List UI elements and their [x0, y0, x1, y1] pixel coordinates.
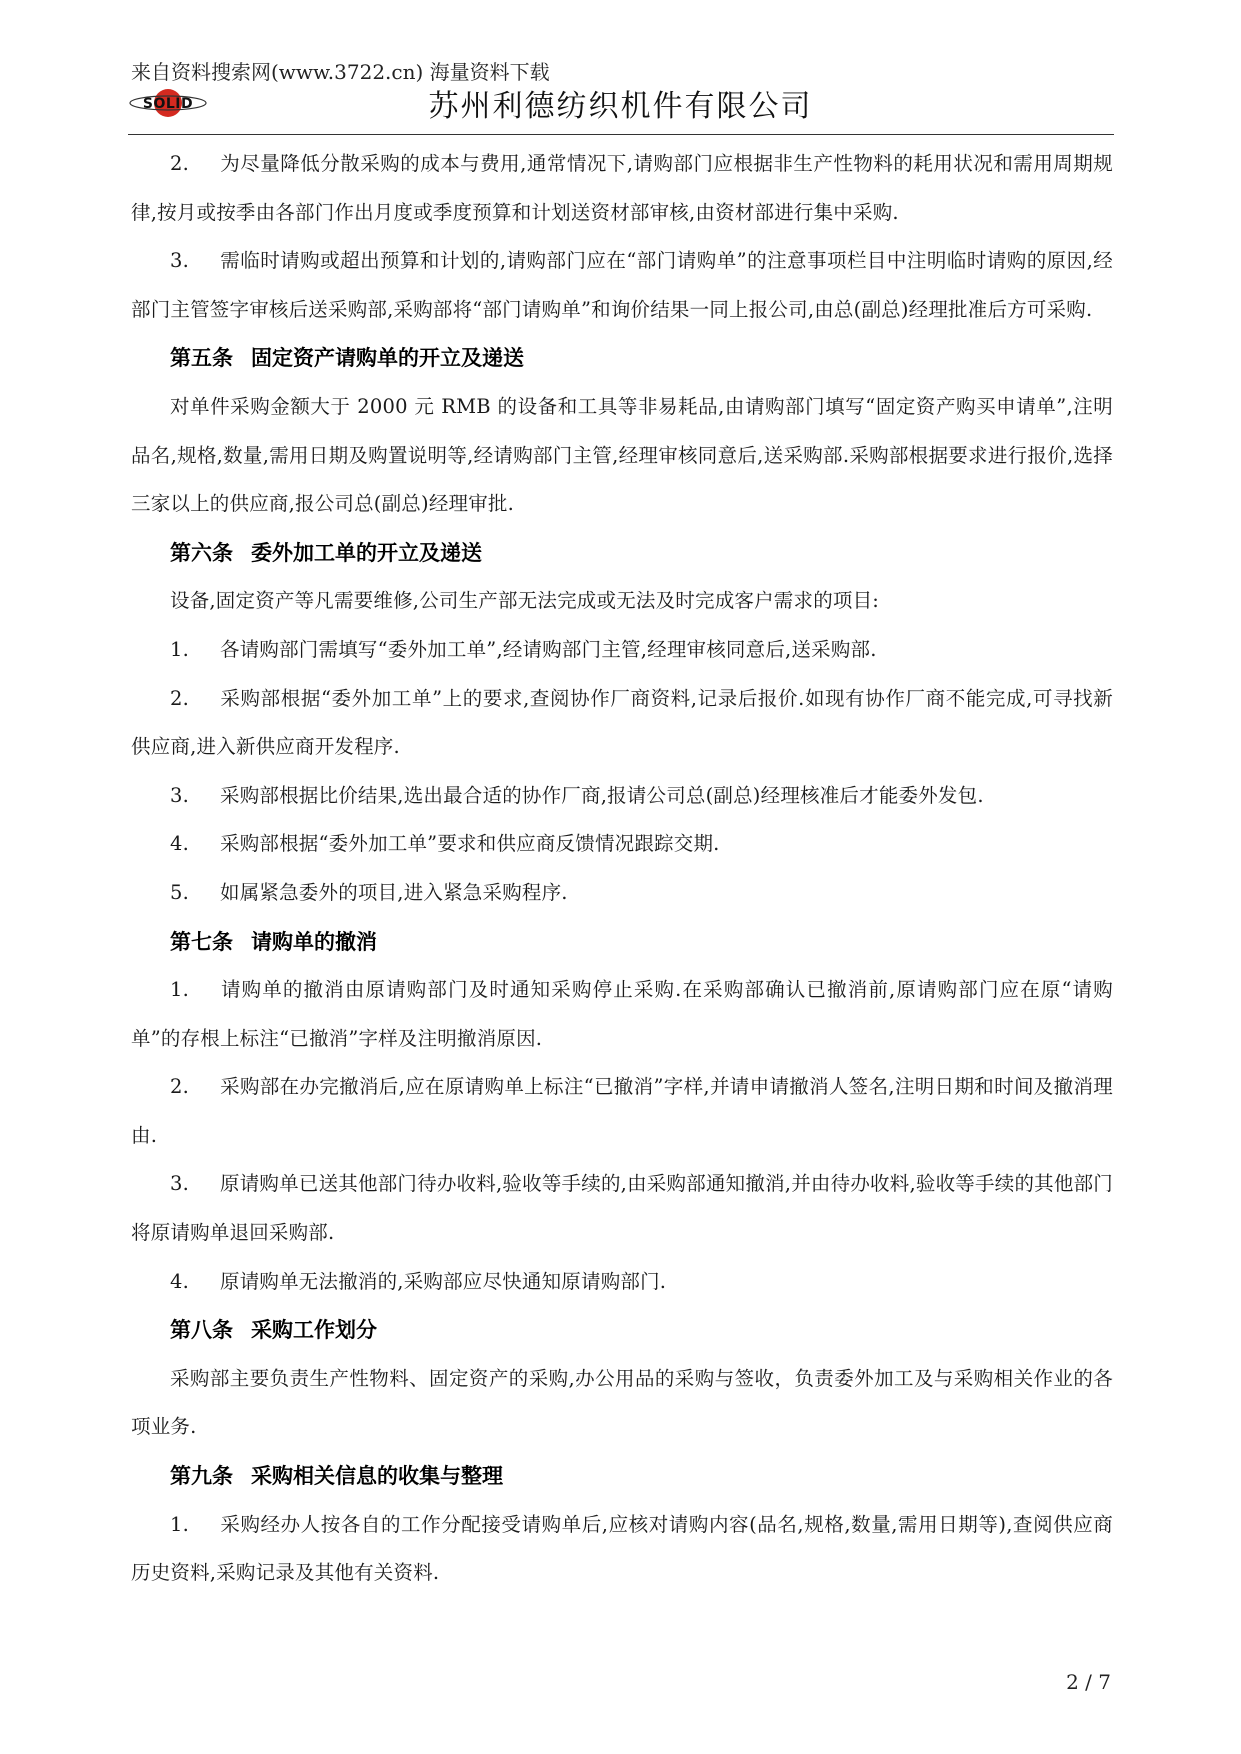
- body-paragraph: [131, 1063, 1113, 1160]
- paragraph-text: 各请购部门需填写“委外加工单”,经请购部门主管,经理审核同意后,送采购部.: [220, 637, 877, 661]
- body-paragraph: [131, 383, 1113, 529]
- item-number: 4.: [170, 1269, 190, 1293]
- item-number: 2.: [170, 686, 190, 710]
- item-number: 1.: [170, 1512, 190, 1536]
- paragraph-text: 采购经办人按各自的工作分配接受请购单后,应核对请购内容(品名,规格,数量,需用日期等),查阅供应商历史资料,采购记录及其他有关资料.: [131, 1512, 1113, 1585]
- item-number: 1.: [170, 637, 190, 661]
- body-paragraph: [131, 140, 1113, 237]
- paragraph-text: 原请购单已送其他部门待办收料,验收等手续的,由采购部通知撤消,并由待办收料,验收等手续的其他部门将原请购单退回采购部.: [131, 1172, 1113, 1245]
- body-paragraph: [131, 869, 1113, 918]
- article-number: 第九条: [170, 1464, 233, 1489]
- article-heading: [131, 529, 1113, 578]
- body-paragraph: [131, 772, 1113, 821]
- paragraph-text: 原请购单无法撤消的,采购部应尽快通知原请购部门.: [220, 1269, 667, 1293]
- item-number: 1.: [170, 978, 190, 1002]
- article-title: 采购相关信息的收集与整理: [251, 1464, 503, 1489]
- article-title: 固定资产请购单的开立及递送: [251, 346, 524, 371]
- page-number: 2 / 7: [1066, 1670, 1111, 1694]
- body-paragraph: [131, 820, 1113, 869]
- paragraph-text: 采购部主要负责生产性物料、固定资产的采购,办公用品的采购与签收，负责委外加工及与采购相关作业的各项业务.: [131, 1366, 1113, 1439]
- body-paragraph: [131, 1160, 1113, 1257]
- paragraph-text: 采购部根据“委外加工单”上的要求,查阅协作厂商资料,记录后报价.如现有协作厂商不能完成,可寻找新供应商,进入新供应商开发程序.: [131, 686, 1113, 759]
- item-number: 3.: [170, 783, 190, 807]
- paragraph-text: 采购部在办完撤消后,应在原请购单上标注“已撤消”字样,并请申请撤消人签名,注明日期和时间及撤消理由.: [131, 1075, 1113, 1147]
- body-paragraph: [131, 1355, 1113, 1452]
- article-title: 请购单的撤消: [251, 929, 377, 954]
- paragraph-text: 需临时请购或超出预算和计划的,请购部门应在“部门请购单”的注意事项栏目中注明临时请购的原因,经部门主管签字审核后送采购部,采购部将“部门请购单”和询价结果一同上报公司,由总(副总)经理批准后方可采购.: [131, 249, 1113, 321]
- article-title: 委外加工单的开立及递送: [251, 540, 482, 565]
- article-number: 第七条: [170, 929, 233, 954]
- item-number: 3.: [170, 249, 190, 273]
- article-number: 第六条: [170, 540, 233, 565]
- item-number: 5.: [170, 880, 190, 904]
- article-number: 第八条: [170, 1318, 233, 1343]
- document-body: [131, 140, 1113, 1598]
- paragraph-text: 采购部根据比价结果,选出最合适的协作厂商,报请公司总(副总)经理核准后才能委外发包.: [220, 783, 984, 807]
- article-title: 采购工作划分: [251, 1318, 377, 1343]
- paragraph-text: 如属紧急委外的项目,进入紧急采购程序.: [220, 880, 568, 904]
- body-paragraph: [131, 626, 1113, 675]
- source-watermark-line: 来自资料搜索网(www.3722.cn) 海量资料下载: [131, 60, 550, 84]
- item-number: 3.: [170, 1172, 190, 1196]
- paragraph-text: 请购单的撤消由原请购部门及时通知采购停止采购.在采购部确认已撤消前,原请购部门应在原“请购单”的存根上标注“已撤消”字样及注明撤消原因.: [131, 978, 1113, 1050]
- header-divider: [128, 134, 1114, 135]
- body-paragraph: [131, 675, 1113, 772]
- body-paragraph: [131, 1501, 1113, 1598]
- item-number: 2.: [170, 1075, 190, 1099]
- body-paragraph: [131, 966, 1113, 1063]
- article-heading: [131, 1452, 1113, 1501]
- article-heading: [131, 918, 1113, 967]
- paragraph-text: 采购部根据“委外加工单”要求和供应商反馈情况跟踪交期.: [220, 832, 720, 856]
- body-paragraph: [131, 577, 1113, 626]
- body-paragraph: [131, 1258, 1113, 1307]
- item-number: 2.: [170, 152, 190, 175]
- article-heading: [131, 334, 1113, 383]
- paragraph-text: 设备,固定资产等凡需要维修,公司生产部无法完成或无法及时完成客户需求的项目:: [170, 589, 880, 613]
- body-paragraph: [131, 237, 1113, 334]
- company-name: 苏州利德纺织机件有限公司: [428, 89, 813, 124]
- svg-text:SOLID: SOLID: [142, 96, 194, 112]
- article-number: 第五条: [170, 346, 233, 371]
- article-heading: [131, 1306, 1113, 1355]
- item-number: 4.: [170, 832, 190, 856]
- paragraph-text: 对单件采购金额大于 2000 元 RMB 的设备和工具等非易耗品,由请购部门填写“固定资产购买申请单”,注明品名,规格,数量,需用日期及购置说明等,经请购部门主管,经理审核同意后,送采购部.采购部根据要求进行报价,选择三家以上的供应商,报公司总(副总)经理审批.: [131, 394, 1113, 516]
- paragraph-text: 为尽量降低分散采购的成本与费用,通常情况下,请购部门应根据非生产性物料的耗用状况和需用周期规律,按月或按季由各部门作出月度或季度预算和计划送资材部审核,由资材部进行集中采购.: [131, 152, 1113, 224]
